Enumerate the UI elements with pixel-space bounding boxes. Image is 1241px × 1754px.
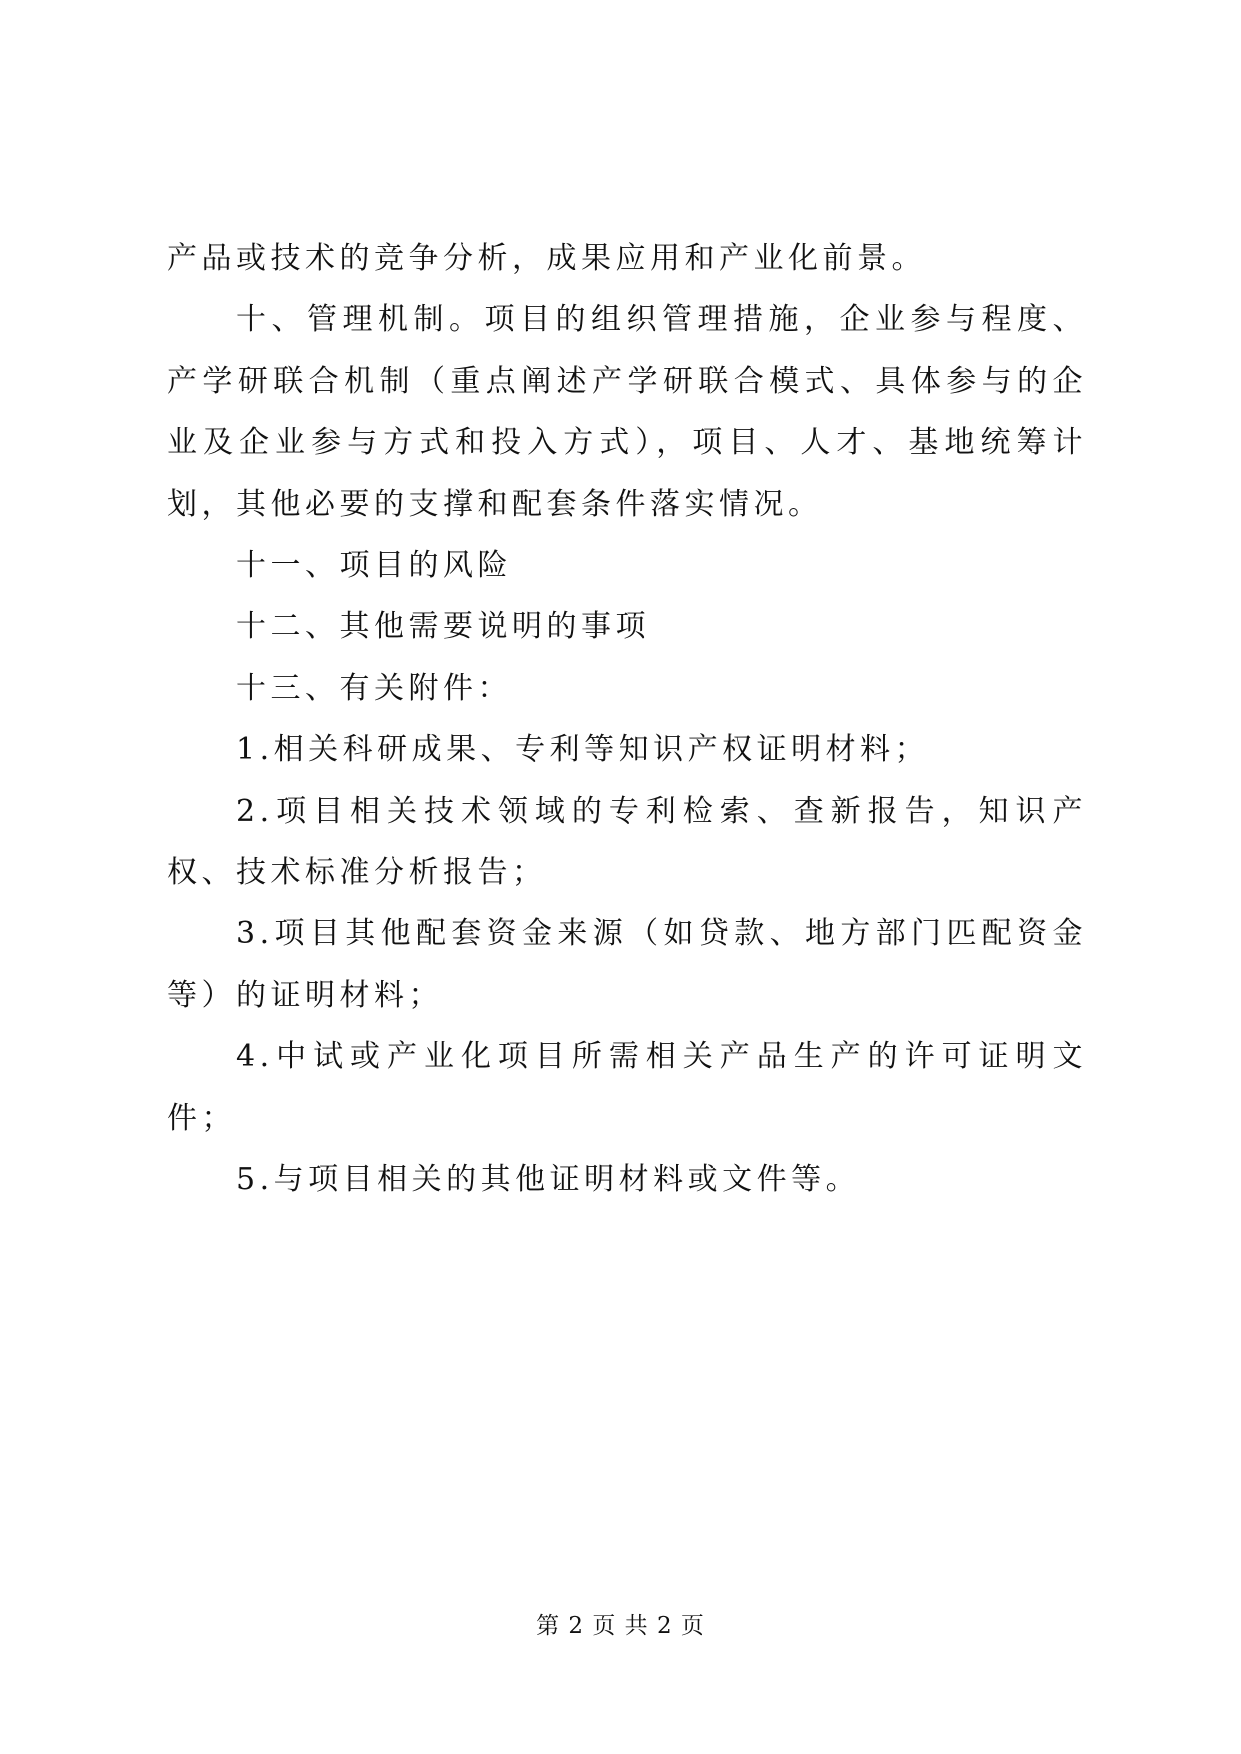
attachment-item-5: 5.与项目相关的其他证明材料或文件等。 xyxy=(236,1162,861,1198)
attachment-item-1: 1.相关科研成果、专利等知识产权证明材料； xyxy=(236,732,930,768)
paragraph-project-risk: 十一、项目的风险 xyxy=(236,548,512,584)
attachment-item-2: 2.项目相关技术领域的专利检索、查新报告，知识产权、技术标准分析报告； xyxy=(167,793,1087,891)
document-body xyxy=(167,228,1087,1211)
paragraph-other-matters: 十二、其他需要说明的事项 xyxy=(236,609,650,645)
paragraph-continuation: 产品或技术的竞争分析，成果应用和产业化前景。 xyxy=(167,241,926,276)
attachment-item-4: 4.中试或产业化项目所需相关产品生产的许可证明文件； xyxy=(167,1039,1087,1136)
paragraph-attachments-heading: 十三、有关附件： xyxy=(236,670,512,706)
page-number-footer: 第 2 页 共 2 页 xyxy=(536,1613,705,1639)
paragraph-management-mechanism: 十、管理机制。项目的组织管理措施，企业参与程度、产学研联合机制（重点阐述产学研联合模式、具体参与的企业及企业参与方式和投入方式），项目、人才、基地统筹计划，其他必要的支撑和配套条件落实情况。 xyxy=(167,302,1087,522)
attachment-item-3: 3.项目其他配套资金来源（如贷款、地方部门匹配资金等）的证明材料； xyxy=(167,916,1087,1013)
